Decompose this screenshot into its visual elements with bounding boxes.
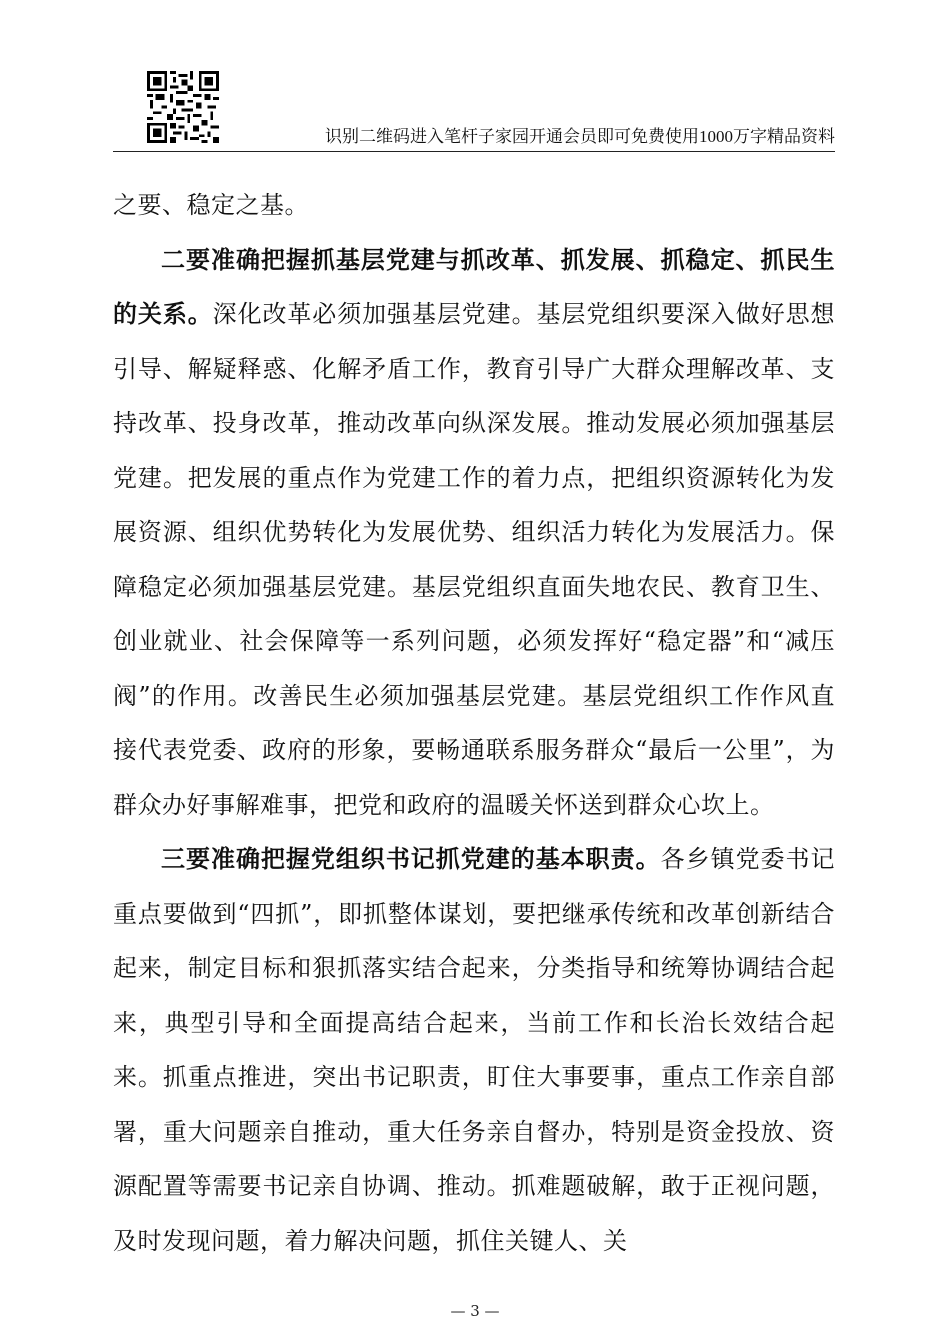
paragraph-two-text: 深化改革必须加强基层党建。基层党组织要深入做好思想引导、解疑释惑、化解矛盾工作，教育引导广大群众理解改革、支持改革、投身改革，推动改革向纵深发展。推动发展必须加强基层党建。把发展的重点作为党建工作的着力点，把组织资源转化为发展资源、组织优势转化为发展优势、组织活力转化为发展活力。保障稳定必须加强基层党建。基层党组织直面失地农民、教育卫生、创业就业、社会保障等一系列问题，必须发挥好“稳定器”和“减压阀”的作用。改善民生必须加强基层党建。基层党组织工作作风直接代表党委、政府的形象，要畅通联系服务群众“最后一公里”，为群众办好事解难事，把党和政府的温暖关怀送到群众心坎上。: [113, 300, 836, 819]
paragraph-three-text: 各乡镇党委书记重点要做到“四抓”，即抓整体谋划，要把继承传统和改革创新结合起来，制定目标和狠抓落实结合起来，分类指导和统筹协调结合起来，典型引导和全面提高结合起来，当前工作和长治长效结合起来。抓重点推进，突出书记职责，盯住大事要事，重点工作亲自部署，重大问题亲自推动，重大任务亲自督办，特别是资金投放、资源配置等需要书记亲自协调、推动。抓难题破解，敢于正视问题，及时发现问题，着力解决问题，抓住关键人、关: [113, 845, 836, 1255]
paragraph-three: [113, 832, 835, 1268]
header-divider: [113, 151, 835, 152]
header-banner: 识别二维码进入笔杆子家园开通会员即可免费使用1000万字精品资料: [325, 127, 835, 146]
qr-code-icon: [147, 71, 219, 143]
document-body: [113, 178, 835, 1268]
paragraph-two: [113, 233, 835, 833]
paragraph-three-heading: 三要准确把握党组织书记抓党建的基本职责。: [161, 844, 661, 873]
paragraph-continuation: 之要、稳定之基。: [113, 191, 309, 219]
page-number: — 3 —: [450, 1302, 500, 1320]
paragraph-two-heading: 二要准确把握抓基层党建与抓改革、抓发展、抓稳定、抓民生的关系。: [113, 244, 835, 328]
